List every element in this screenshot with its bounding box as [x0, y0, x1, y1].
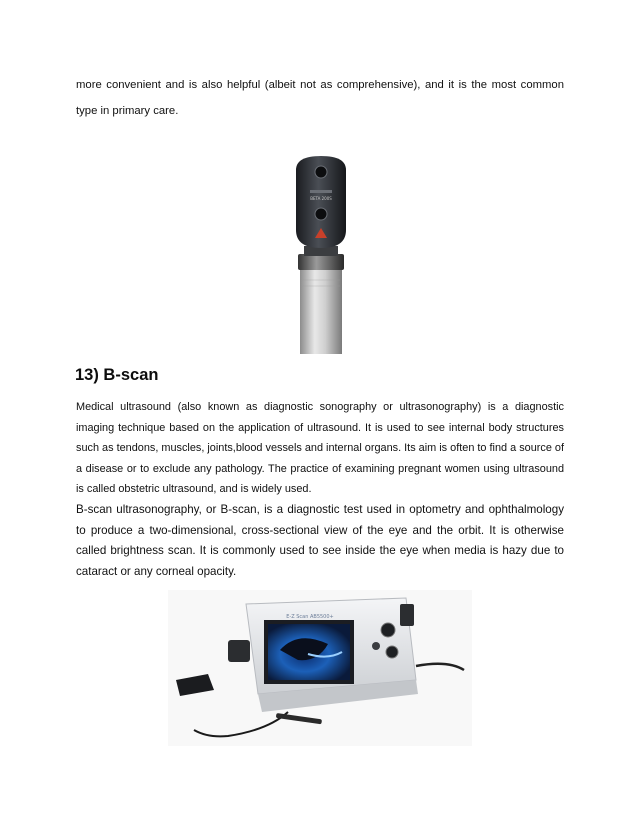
bscan-device-image: [168, 590, 472, 746]
ophthalmoscope-label: BETA 200S: [310, 196, 332, 201]
section-heading: 13) B-scan: [75, 366, 159, 384]
intro-paragraph: more convenient and is also helpful (albeit not as comprehensive), and it is the most common type in primary care.: [76, 79, 564, 117]
bscan-device-label: E-Z Scan AB5500+: [286, 614, 334, 620]
bscan-paragraph: B-scan ultrasonography, or B-scan, is a diagnostic test used in optometry and ophthalmology to produce a two-dimensional, cross-sectional view of the eye and the orbit. It is otherwise called brightness scan. It is commonly used to see inside the eye when media is hazy due to cataract or any corneal opacity.: [76, 503, 564, 578]
ophthalmoscope-image: [280, 150, 362, 354]
ultrasound-paragraph: Medical ultrasound (also known as diagnostic sonography or ultrasonography) is a diagnostic imaging technique based on the application of ultrasound. It is used to see internal body structures such as tendons, muscles, joints,blood vessels and internal organs. Its aim is often to find a source of a disease or to exclude any pathology. The practice of examining pregnant women using ultrasound is called obstetric ultrasound, and is widely used.: [76, 401, 564, 496]
